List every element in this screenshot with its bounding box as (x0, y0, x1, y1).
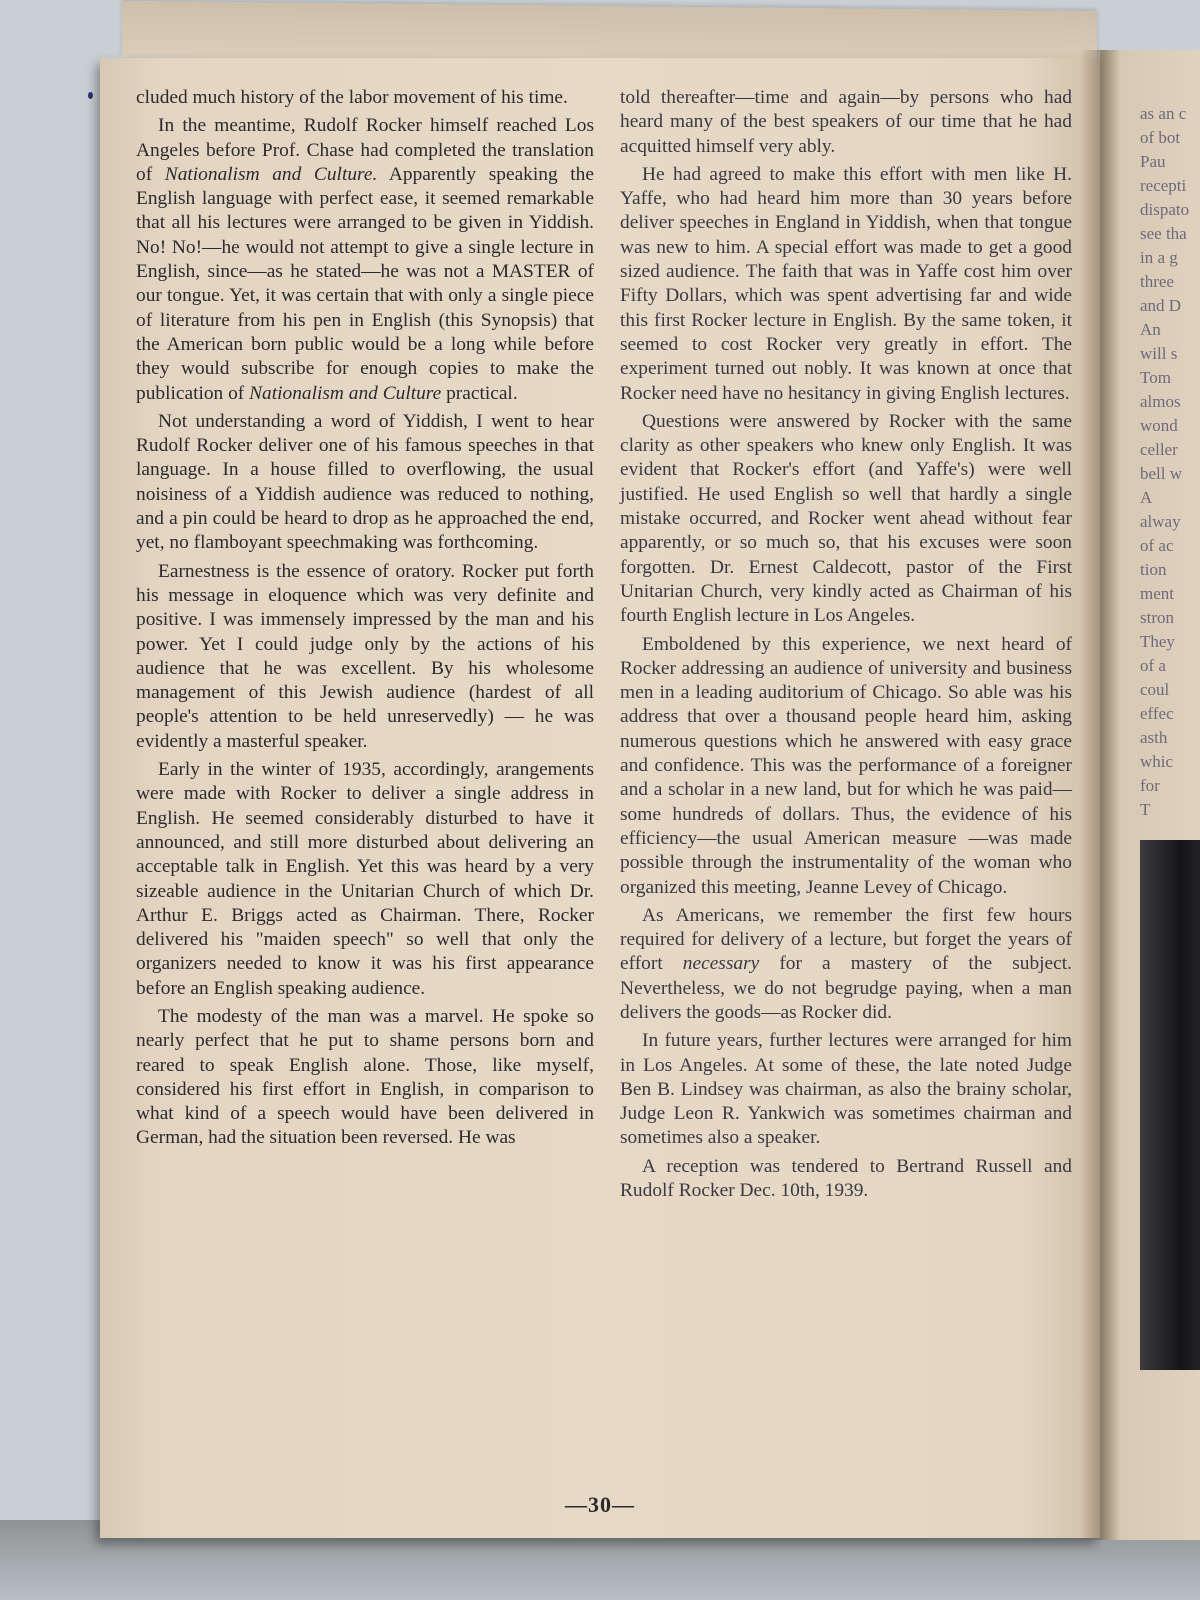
page-number: —30— (565, 1492, 635, 1517)
next-page-fragment: almos (1140, 392, 1181, 411)
next-page-fragment: and D (1140, 296, 1182, 315)
paragraph: As Americans, we remember the first few hours required for delivery of a lecture, but forget the years of effort necessary for a mastery of the subject. Nevertheless, we do not begrudge paying, when a man delivers the goods—as Rocker did. (620, 904, 1072, 1023)
next-page-text-fragments (1140, 102, 1200, 822)
next-page-fragment: three (1140, 272, 1174, 291)
next-page-fragment: Pau (1140, 152, 1166, 171)
next-page-fragment: They (1140, 632, 1175, 651)
gutter-shadow (1080, 50, 1120, 1540)
next-page-fragment: of ac (1140, 536, 1174, 555)
paragraph: Questions were answered by Rocker with the same clarity as other speakers who knew only English. It was evident that Rocker's effort (and Yaffe's) were well justified. He used English so well that hardly a single mistake occurred, and Rocker went ahead without fear apparently, or so much so, that his excuses were soon forgotten. Dr. Ernest Caldecott, pastor of the First Unitarian Church, very kindly acted as Chairman of his fourth English lecture in Los Angeles. (620, 410, 1072, 627)
next-page-fragment: in a g (1140, 248, 1178, 267)
paragraph: In the meantime, Rudolf Rocker himself reached Los Angeles before Prof. Chase had completed the translation of Nationalism and Culture. Apparently speaking the English language with perfect ease, it seemed remarkable that all his lectures were arranged to be given in Yiddish. No! No!—he would not attempt to give a single lecture in English, since—as he stated—he was not a MASTER of our tongue. Yet, it was certain that with only a single piece of literature from his pen in English (this Synopsis) that the American born public would be a long while before they would subscribe for enough copies to make the publication of Nationalism and Culture practical. (136, 115, 594, 404)
next-page-fragment: see tha (1140, 224, 1187, 243)
paragraph: Emboldened by this experience, we next heard of Rocker addressing an audience of university and business men in a leading auditorium of Chicago. So able was his address that over a thousand people heard him, asking numerous questions which he answered with easy grace and confidence. This was the performance of a foreigner and a scholar in a new land, but for which he was paid—some hundreds of dollars. Thus, the evidence of his efficiency—the usual American measure —was made possible through the instrumentality of the woman who organized this meeting, Jeanne Levey of Chicago. (620, 633, 1072, 898)
paragraph: The modesty of the man was a marvel. He spoke so nearly perfect that he put to shame persons born and reared to speak English alone. Those, like myself, considered his first effort in English, in comparison to what kind of a speech would have been delivered in German, had the situation been reversed. He was (136, 1005, 594, 1149)
paragraph: In future years, further lectures were arranged for him in Los Angeles. At some of these, the late noted Judge Ben B. Lindsey was chairman, as also the brainy scholar, Judge Leon R. Yankwich was sometimes chairman and sometimes also a speaker. (620, 1030, 1072, 1149)
paragraph: told thereafter—time and again—by persons who had heard many of the best speakers of our time that he had acquitted himself very ably. (620, 87, 1072, 157)
book-title: Nationalism and Culture. (164, 163, 378, 185)
next-page-fragment: asth (1140, 728, 1168, 747)
next-page-fragment: tion (1140, 560, 1167, 579)
next-page-fragment: An (1140, 320, 1161, 339)
next-page-fragment: of bot (1140, 128, 1181, 147)
next-page-fragment: as an c (1140, 104, 1187, 123)
next-page-fragment: ment (1140, 584, 1174, 603)
book-page (100, 58, 1100, 1538)
paragraph: Early in the winter of 1935, accordingly, arangements were made with Rocker to deliver a single address in English. He seemed considerably disturbed to have it announced, and still more disturbed about delivering an acceptable talk in English. Yet this was heard by a very sizeable audience in the Unitarian Church of which Dr. Arthur E. Briggs acted as Chairman. There, Rocker delivered his "maiden speech" so well that only the organizers needed to know it was his first appearance before an English speaking audience. (136, 759, 594, 999)
paragraph: A reception was tendered to Bertrand Russell and Rudolf Rocker Dec. 10th, 1939. (620, 1155, 1072, 1202)
ink-mark (88, 92, 93, 99)
next-page-fragment: Tom (1140, 368, 1171, 387)
right-column (620, 86, 1072, 1207)
next-page-fragment: coul (1140, 680, 1170, 699)
next-page-fragment: celler (1140, 440, 1178, 459)
next-page-fragment: will s (1140, 344, 1178, 363)
next-page-photo (1140, 840, 1200, 1370)
next-page-fragment: for (1140, 776, 1160, 795)
book-title: Nationalism and Culture (249, 382, 442, 404)
emphasis: necessary (682, 953, 760, 975)
next-page-fragment: alway (1140, 512, 1181, 531)
next-page-fragment: of a (1140, 656, 1166, 675)
left-column (136, 86, 594, 1155)
next-page-fragment: dispato (1140, 200, 1190, 219)
next-page-fragment: bell w (1140, 464, 1183, 483)
next-page-fragment: A (1140, 488, 1153, 507)
paragraph: He had agreed to make this effort with men like H. Yaffe, who had heard him more than 30 years before deliver speeches in England in Yiddish, when that tongue was new to him. A special effort was made to get a good sized audience. The faith that was in Yaffe cost him over Fifty Dollars, which was spent advertising far and wide this first Rocker lecture in English. By the same token, it seemed to cost Rocker very greatly in effort. The experiment turned out nobly. It was known at once that Rocker need have no hesitancy in giving English lectures. (620, 163, 1072, 404)
paragraph: Not understanding a word of Yiddish, I went to hear Rudolf Rocker deliver one of his famous speeches in that language. In a house filled to overflowing, the usual noisiness of a Yiddish audience was reduced to nothing, and a pin could be heard to drop as he approached the end, yet, no flamboyant speechmaking was forthcoming. (136, 410, 594, 554)
paragraph: Earnestness is the essence of oratory. Rocker put forth his message in eloquence which was very definite and positive. I was immensely impressed by the man and his power. Yet I could judge only by the actions of his audience that he was excellent. By his wholesome management of this Jewish audience (hardest of all people's attention to be held unreservedly) — he was evidently a masterful speaker. (136, 560, 594, 752)
next-page-fragment: T (1140, 800, 1151, 819)
next-page-fragment: recepti (1140, 176, 1187, 195)
next-page-fragment: whic (1140, 752, 1174, 771)
next-page-fragment: stron (1140, 608, 1174, 627)
next-page-fragment: effec (1140, 704, 1174, 723)
paragraph: cluded much history of the labor movement of his time. (136, 87, 568, 108)
next-page-fragment: wond (1140, 416, 1178, 435)
